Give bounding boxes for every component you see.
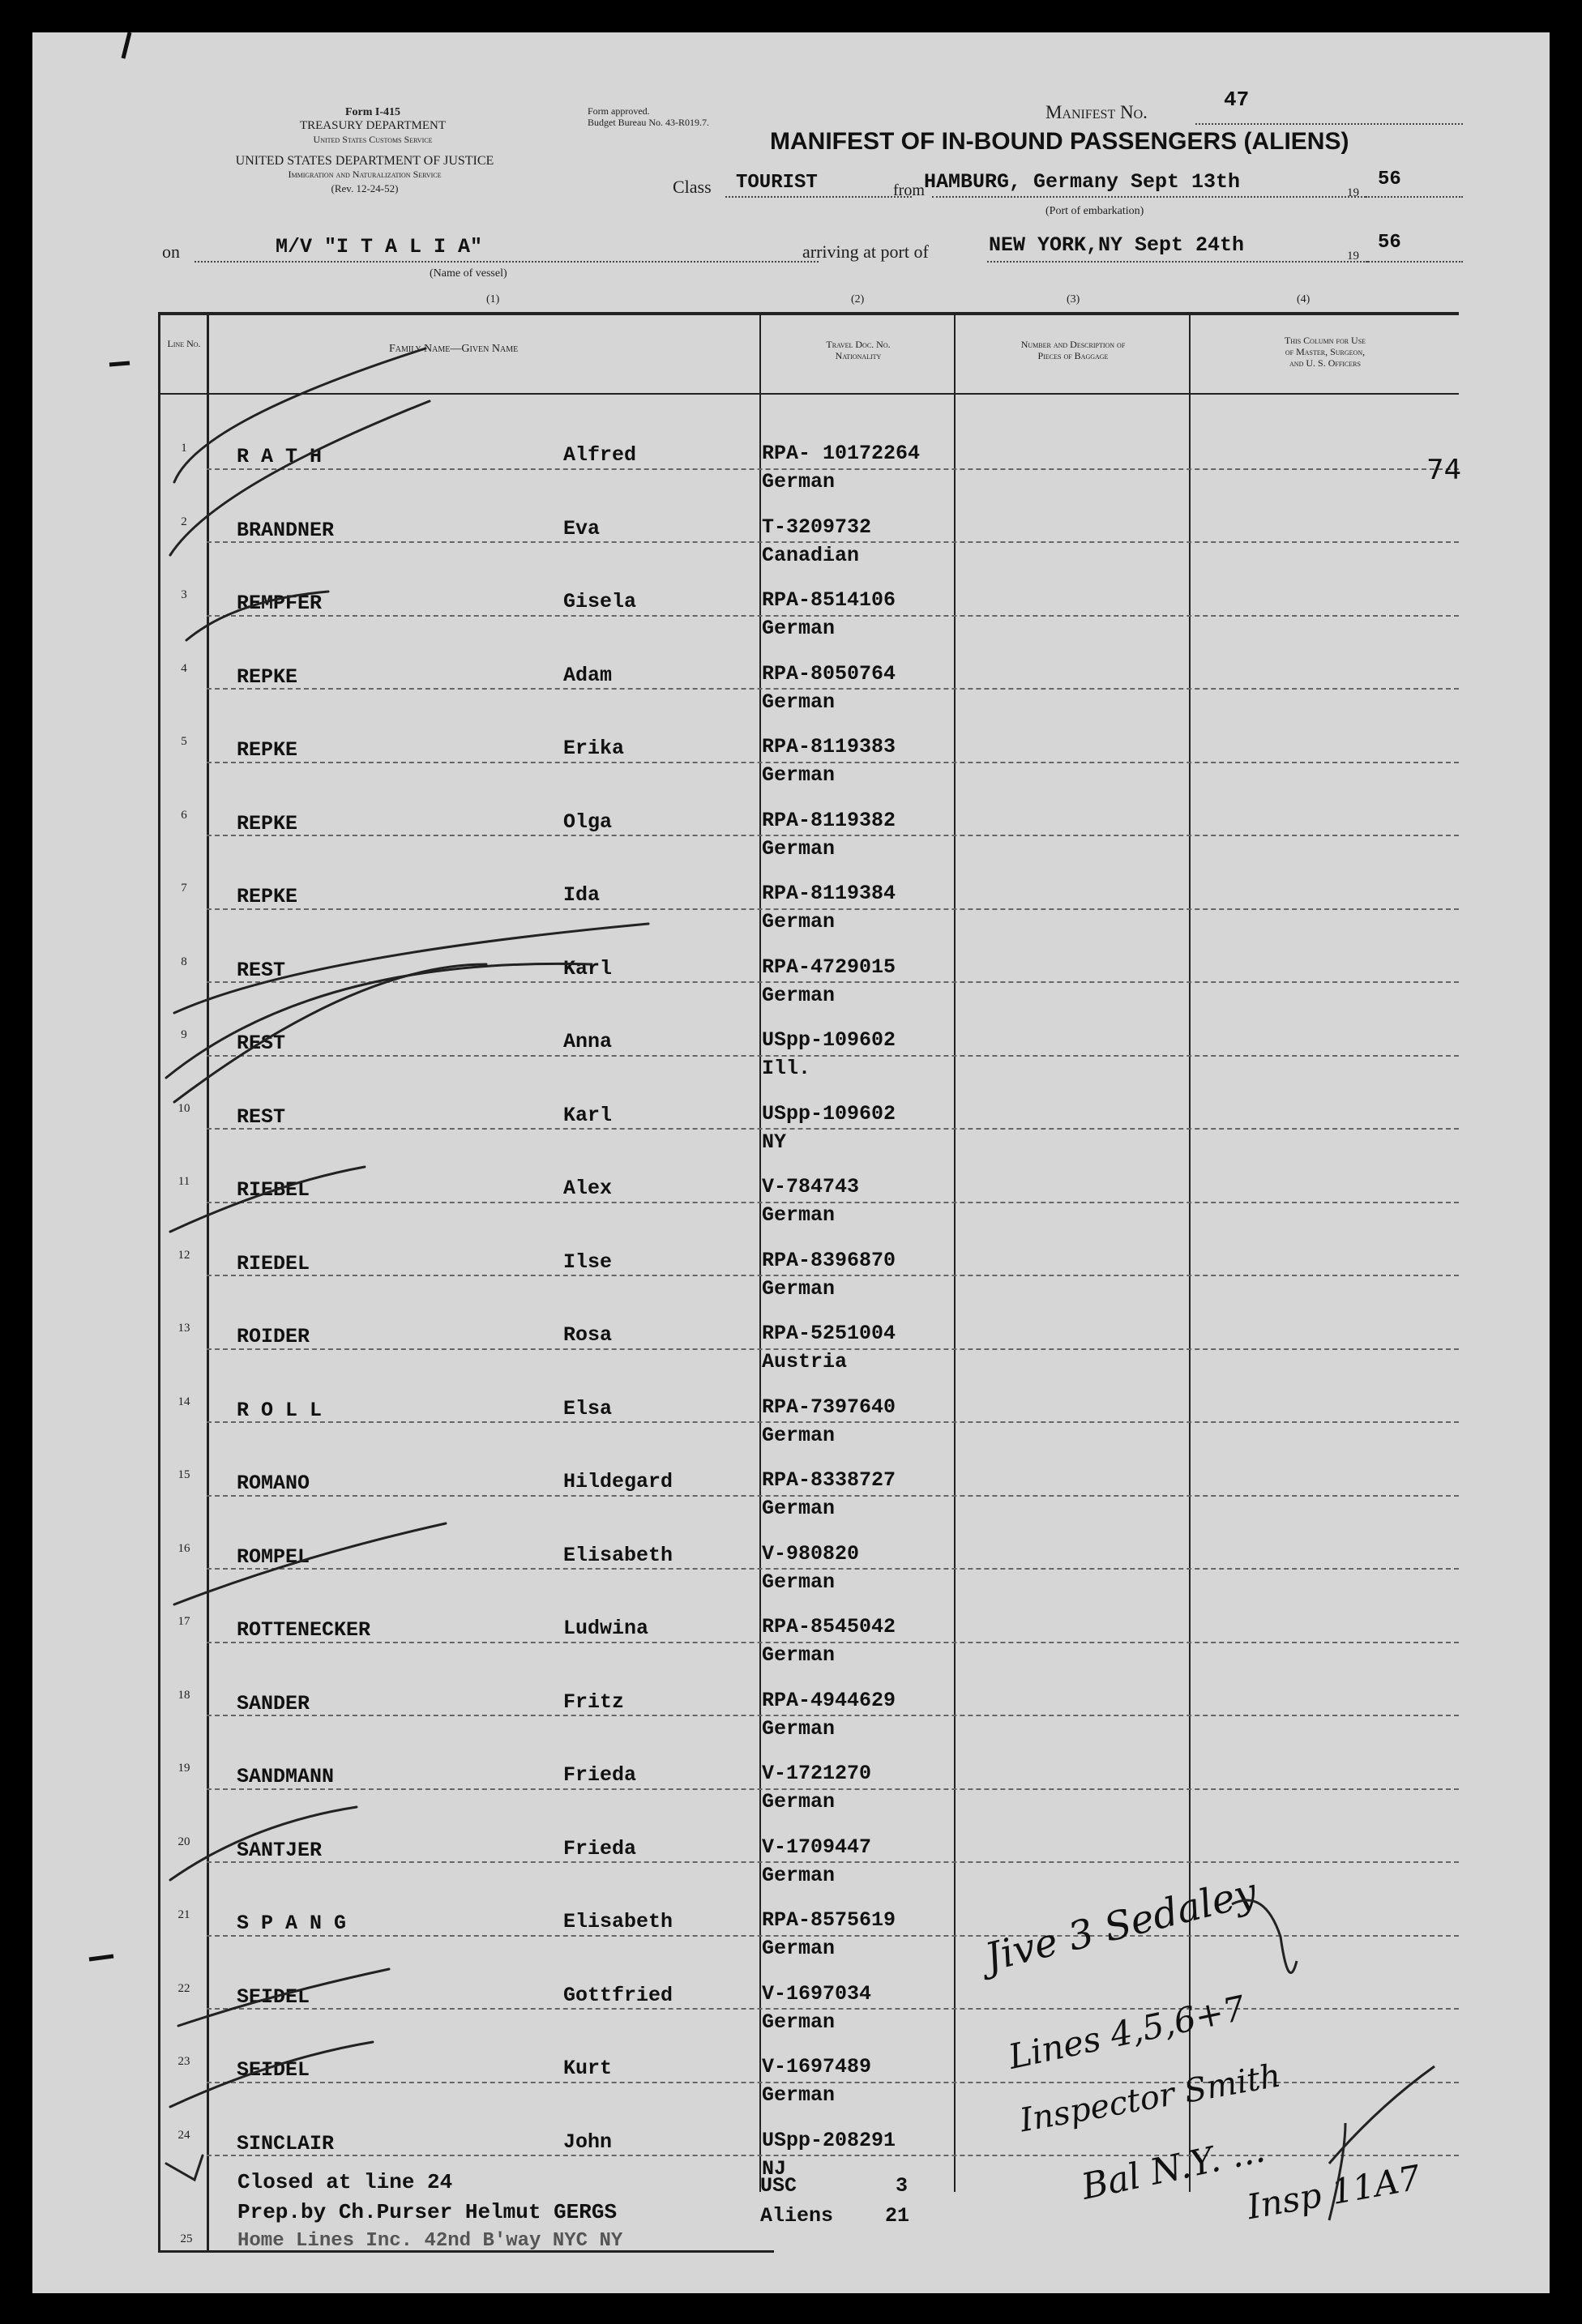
prepared-by: Prep.by Ch.Purser Helmut GERGS bbox=[237, 2200, 618, 2224]
travel-doc-number: RPA-5251004 bbox=[762, 1322, 896, 1345]
line-number: 15 bbox=[177, 1468, 190, 1481]
travel-doc-number: RPA-8514106 bbox=[762, 588, 896, 612]
given-name: Frieda bbox=[563, 1763, 637, 1787]
nationality: German bbox=[762, 836, 836, 861]
col-travel-doc-2: Nationality bbox=[835, 350, 882, 361]
travel-doc-number: RPA-8338727 bbox=[762, 1468, 896, 1492]
family-name: SEIDEL bbox=[237, 2058, 310, 2082]
line-number: 12 bbox=[177, 1248, 190, 1262]
nationality: German bbox=[762, 617, 836, 640]
given-name: Ida bbox=[563, 883, 601, 907]
aliens-label: Aliens bbox=[760, 2204, 834, 2228]
travel-doc-number: V-1697489 bbox=[762, 2055, 872, 2078]
travel-doc-number: V-1697034 bbox=[762, 1981, 872, 2006]
nationality: German bbox=[762, 1643, 836, 1667]
family-name: ROMPEL bbox=[237, 1544, 310, 1569]
line-number: 20 bbox=[177, 1835, 190, 1848]
nationality: German bbox=[762, 1790, 836, 1813]
nationality: German bbox=[762, 983, 836, 1007]
slash-9 bbox=[166, 963, 592, 1078]
travel-doc-number: V-980820 bbox=[762, 1541, 860, 1566]
travel-doc-number: RPA-8119383 bbox=[762, 735, 896, 758]
line-number: 2 bbox=[181, 515, 187, 528]
col-officers-2: of Master, Surgeon, bbox=[1285, 346, 1366, 357]
family-name: REPKE bbox=[237, 811, 298, 835]
family-name: SEIDEL bbox=[237, 1984, 310, 2009]
travel-doc-number: RPA-8119382 bbox=[762, 808, 896, 832]
given-name: Elisabeth bbox=[563, 1543, 673, 1567]
nationality: German bbox=[762, 1497, 836, 1520]
nationality: German bbox=[762, 1716, 836, 1741]
col-line-no-text: Line No. bbox=[167, 338, 201, 349]
line-number: 19 bbox=[177, 1762, 190, 1775]
family-name: SINCLAIR bbox=[237, 2131, 335, 2155]
family-name: S P A N G bbox=[237, 1912, 347, 1935]
usc-label: USC bbox=[760, 2174, 797, 2198]
nationality: NJ bbox=[762, 2156, 787, 2181]
travel-doc-number: RPA- 10172264 bbox=[762, 442, 921, 465]
line-number: 21 bbox=[177, 1908, 190, 1921]
given-name: Gottfried bbox=[563, 1983, 673, 2007]
manifest-no-label: Manifest No. bbox=[1045, 102, 1148, 122]
family-name: REMPFER bbox=[237, 592, 323, 615]
class-value: TOURIST bbox=[736, 172, 818, 194]
usc-count: 3 bbox=[896, 2174, 909, 2198]
nationality: German bbox=[762, 470, 836, 493]
budget-bureau: Budget Bureau No. 43-R019.7. bbox=[588, 117, 709, 128]
nationality: Canadian bbox=[762, 543, 860, 567]
line-number: 14 bbox=[177, 1395, 190, 1408]
col-name: Family Name—Given Name bbox=[389, 343, 519, 355]
family-name: REST bbox=[237, 1104, 286, 1129]
line-number: 11 bbox=[177, 1175, 190, 1188]
line-number: 1 bbox=[181, 442, 187, 455]
vessel-name: M/V "I T A L I A" bbox=[276, 235, 483, 258]
nationality: German bbox=[762, 1276, 836, 1301]
given-name: Erika bbox=[563, 737, 625, 760]
customs-service: United States Customs Service bbox=[313, 134, 433, 145]
arrival-port: NEW YORK,NY Sept 24th bbox=[989, 233, 1245, 257]
given-name: Ilse bbox=[563, 1250, 613, 1274]
family-name: RIEDEL bbox=[237, 1251, 310, 1275]
manifest-sheet bbox=[32, 32, 1550, 2293]
col-number-2: (2) bbox=[851, 293, 865, 305]
col-number-1: (1) bbox=[486, 293, 500, 305]
slash-2 bbox=[170, 401, 430, 555]
margin-number: 74 bbox=[1426, 454, 1462, 486]
nationality: German bbox=[762, 1570, 836, 1594]
travel-doc-number: RPA-8119384 bbox=[762, 882, 896, 905]
ins-service: Immigration and Naturalization Service bbox=[288, 169, 442, 180]
travel-doc-number: V-1709447 bbox=[762, 1835, 872, 1859]
family-name: SANTJER bbox=[237, 1838, 323, 1862]
travel-doc-number: RPA-8575619 bbox=[762, 1908, 896, 1932]
given-name: Frieda bbox=[563, 1836, 637, 1860]
slash-20 bbox=[170, 1807, 357, 1880]
nationality: Ill. bbox=[762, 1057, 811, 1080]
handwritten-line-5: Insp 11A7 bbox=[1244, 2157, 1424, 2228]
given-name: Karl bbox=[563, 956, 613, 980]
col-officers-1: This Column for Use bbox=[1284, 335, 1366, 346]
flourish-2 bbox=[1329, 2066, 1434, 2164]
given-name: Alfred bbox=[563, 443, 637, 467]
handwritten-line-4: Bal N.Y. ... bbox=[1078, 2129, 1269, 2208]
travel-doc-number: RPA-4729015 bbox=[762, 955, 896, 979]
handwritten-line-3: Inspector Smith bbox=[1017, 2057, 1284, 2140]
from-label: from bbox=[893, 182, 925, 199]
form-approved: Form approved. bbox=[588, 105, 650, 117]
travel-doc-number: RPA-7397640 bbox=[762, 1395, 896, 1419]
vessel-caption: (Name of vessel) bbox=[430, 267, 507, 280]
family-name: REST bbox=[237, 958, 286, 982]
family-name: R A T H bbox=[237, 445, 323, 468]
handwritten-line-2: Lines 4,5,6+7 bbox=[1005, 1988, 1249, 2077]
given-name: Rosa bbox=[563, 1323, 613, 1347]
travel-doc-number: RPA-8545042 bbox=[762, 1615, 896, 1638]
line-number: 9 bbox=[181, 1028, 187, 1041]
margin-dashes bbox=[89, 32, 130, 1959]
slash-8 bbox=[174, 924, 648, 1013]
nationality: German bbox=[762, 910, 836, 933]
nationality: German bbox=[762, 1203, 836, 1227]
col-baggage-2: Pieces of Baggage bbox=[1037, 350, 1109, 361]
slash-10 bbox=[174, 964, 486, 1102]
margin-dash-2 bbox=[89, 1956, 113, 1959]
line-number: 8 bbox=[181, 955, 187, 968]
given-name: Elsa bbox=[563, 1396, 613, 1420]
given-name: Ludwina bbox=[563, 1617, 649, 1640]
travel-doc-number: V-1721270 bbox=[762, 1762, 872, 1785]
line-number: 24 bbox=[177, 2128, 190, 2142]
aliens-count: 21 bbox=[885, 2204, 910, 2228]
slash-23 bbox=[170, 2042, 373, 2107]
class-label: Class bbox=[673, 177, 712, 197]
arrival-year: 56 bbox=[1378, 232, 1401, 254]
line-number: 22 bbox=[177, 1981, 190, 1995]
travel-doc-number: RPA-8396870 bbox=[762, 1248, 896, 1272]
line-number: 4 bbox=[181, 661, 187, 675]
embark-caption: (Port of embarkation) bbox=[1045, 205, 1144, 217]
nationality: German bbox=[762, 1863, 836, 1887]
family-name: RIEBEL bbox=[237, 1178, 310, 1202]
check-marks bbox=[166, 348, 648, 2180]
travel-doc-number: RPA-8050764 bbox=[762, 661, 896, 686]
line-number: 7 bbox=[181, 882, 187, 895]
arriving-label: arriving at port of bbox=[802, 241, 929, 262]
given-name: Adam bbox=[563, 663, 613, 687]
line-number: 6 bbox=[181, 808, 187, 822]
slash-22 bbox=[178, 1969, 389, 2026]
line-number: 13 bbox=[177, 1322, 190, 1335]
line-number: 23 bbox=[177, 2055, 190, 2068]
family-name: REPKE bbox=[237, 738, 298, 762]
travel-doc-number: USpp-208291 bbox=[762, 2128, 896, 2152]
margin-dash-1 bbox=[109, 363, 130, 365]
nationality: German bbox=[762, 2010, 836, 2034]
nationality: German bbox=[762, 1423, 836, 1447]
col-baggage-1: Number and Description of bbox=[1020, 339, 1126, 350]
closed-at-line: Closed at line 24 bbox=[237, 2170, 453, 2194]
manifest-title: MANIFEST OF IN-BOUND PASSENGERS (ALIENS) bbox=[770, 128, 1349, 155]
line-number: 5 bbox=[181, 735, 187, 748]
family-name: REPKE bbox=[237, 664, 298, 689]
line-number: 18 bbox=[177, 1688, 190, 1702]
nationality: German bbox=[762, 1937, 836, 1960]
agent-line: Home Lines Inc. 42nd B'way NYC NY bbox=[237, 2230, 623, 2252]
from-year: 56 bbox=[1378, 169, 1401, 190]
nationality: German bbox=[762, 763, 836, 787]
family-name: ROIDER bbox=[237, 1325, 310, 1348]
manifest-no-value: 47 bbox=[1224, 88, 1250, 112]
given-name: Olga bbox=[563, 810, 613, 834]
signature-flourish bbox=[1232, 1900, 1434, 2220]
line-number: 3 bbox=[181, 588, 187, 601]
given-name: Kurt bbox=[563, 2057, 613, 2080]
given-name: Hildegard bbox=[563, 1470, 673, 1493]
from-year-prefix: 19 bbox=[1347, 186, 1359, 199]
slash-16 bbox=[174, 1523, 446, 1604]
line-number: 17 bbox=[177, 1615, 190, 1628]
line-25-number: 25 bbox=[180, 2232, 193, 2245]
arrival-year-prefix: 19 bbox=[1347, 250, 1359, 263]
on-label: on bbox=[162, 241, 180, 262]
given-name: Anna bbox=[563, 1030, 613, 1053]
travel-doc-number: T-3209732 bbox=[762, 515, 872, 539]
from-value: HAMBURG, Germany Sept 13th bbox=[924, 170, 1241, 194]
flourish-3 bbox=[1329, 2123, 1345, 2220]
given-name: Gisela bbox=[563, 590, 637, 613]
given-name: Fritz bbox=[563, 1690, 625, 1714]
revision: (Rev. 12-24-52) bbox=[331, 182, 399, 194]
corner-mark bbox=[123, 32, 130, 58]
col-officers-3: and U. S. Officers bbox=[1289, 357, 1361, 369]
treasury-dept: TREASURY DEPARTMENT bbox=[299, 119, 447, 132]
justice-dept: UNITED STATES DEPARTMENT OF JUSTICE bbox=[235, 154, 494, 168]
nationality: NY bbox=[762, 1130, 787, 1154]
form-number: Form I-415 bbox=[344, 106, 401, 118]
family-name: SANDER bbox=[237, 1691, 310, 1715]
pen-marks bbox=[32, 32, 1550, 2293]
travel-doc-number: USpp-109602 bbox=[762, 1101, 896, 1126]
family-name: REPKE bbox=[237, 885, 298, 908]
flourish-1 bbox=[1232, 1900, 1297, 1973]
given-name: Karl bbox=[563, 1103, 613, 1127]
slash-3 bbox=[186, 592, 328, 640]
travel-doc-number: RPA-4944629 bbox=[762, 1688, 896, 1712]
travel-doc-number: USpp-109602 bbox=[762, 1028, 896, 1052]
handwritten-line-1: Jive 3 Sedaley bbox=[981, 1869, 1262, 1981]
slash-11 bbox=[170, 1167, 365, 1232]
family-name: SANDMANN bbox=[237, 1765, 335, 1788]
travel-doc-number: V-784743 bbox=[762, 1175, 860, 1198]
col-number-4: (4) bbox=[1297, 293, 1310, 305]
tick-24 bbox=[166, 2155, 203, 2180]
nationality: German bbox=[762, 2083, 836, 2107]
nationality: German bbox=[762, 690, 836, 714]
given-name: Eva bbox=[563, 516, 601, 540]
family-name: BRANDNER bbox=[237, 518, 335, 542]
slash-1 bbox=[174, 348, 425, 482]
family-name: R O L L bbox=[237, 1398, 323, 1422]
family-name: REST bbox=[237, 1032, 286, 1055]
family-name: ROTTENECKER bbox=[237, 1618, 371, 1642]
nationality: Austria bbox=[762, 1350, 848, 1373]
col-travel-doc-1: Travel Doc. No. bbox=[826, 339, 891, 350]
given-name: John bbox=[563, 2130, 613, 2154]
family-name: ROMANO bbox=[237, 1472, 310, 1495]
col-number-3: (3) bbox=[1067, 293, 1080, 305]
line-number: 16 bbox=[177, 1541, 190, 1555]
given-name: Elisabeth bbox=[563, 1910, 673, 1933]
given-name: Alex bbox=[563, 1177, 613, 1200]
line-number: 10 bbox=[177, 1101, 190, 1115]
